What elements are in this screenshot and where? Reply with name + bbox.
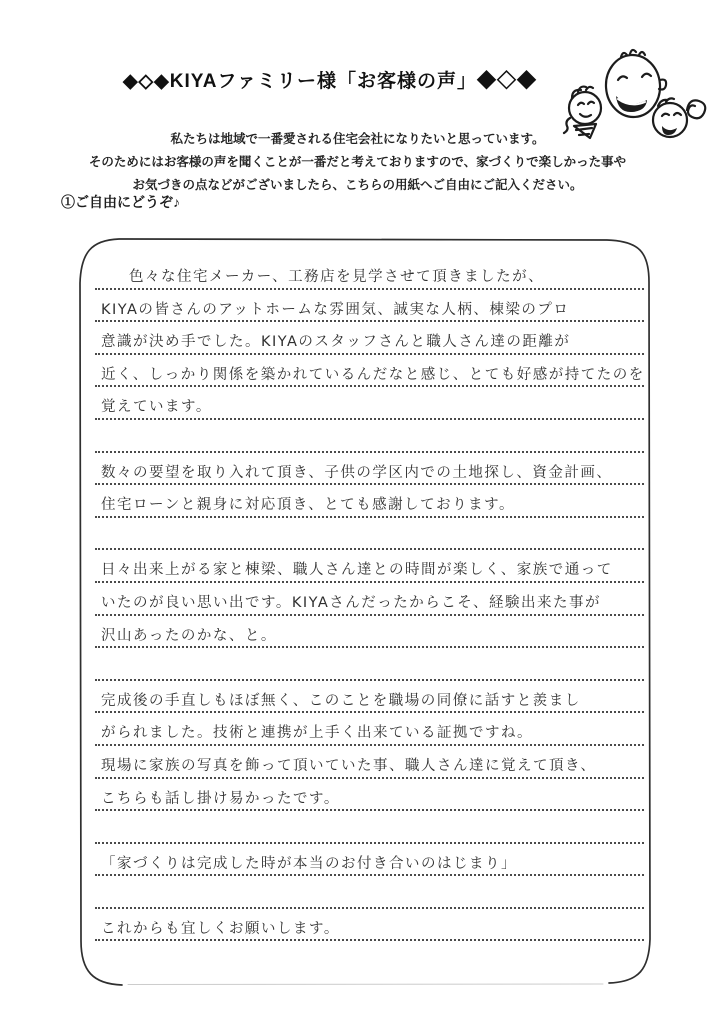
- ruled-line: [95, 648, 644, 681]
- ruled-line: [95, 453, 644, 486]
- ruled-line: [95, 876, 644, 909]
- handwritten-text: 意識が決め手でした。KIYAのスタッフさんと職人さん達の距離が: [101, 334, 571, 351]
- ruled-line: [95, 420, 644, 453]
- intro-text: [0, 128, 715, 197]
- free-entry-prompt: ①ご自由にどうぞ♪: [61, 194, 180, 210]
- ruled-line: [95, 550, 644, 583]
- handwritten-text: 住宅ローンと親身に対応頂き、とても感謝しております。: [101, 497, 515, 514]
- ruled-line: [95, 909, 644, 942]
- ruled-line: [95, 844, 644, 877]
- handwritten-text: 近く、しっかり関係を築かれているんだなと感じ、とても好感が持てたのを: [101, 366, 645, 383]
- ruled-line: [95, 681, 644, 714]
- handwritten-text: [95, 839, 101, 842]
- ruled-line: [95, 485, 644, 518]
- writing-area: [95, 257, 644, 941]
- handwritten-text: 現場に家族の写真を飾って頂いていた事、職人さん達に覚えて頂き、: [101, 758, 597, 774]
- handwritten-text: 日々出来上がる家と棟梁、職人さん達との時間が楽しく、家族で通って: [101, 562, 613, 579]
- ruled-line: [95, 257, 644, 290]
- handwritten-text: [95, 904, 101, 907]
- handwritten-text: 「家づくりは完成した時が本当のお付き合いのはじまり」: [101, 855, 517, 872]
- ruled-line: [95, 811, 644, 844]
- handwritten-text: [95, 545, 101, 548]
- ruled-line: [95, 322, 644, 355]
- handwritten-text: これからも宜しくお願いします。: [101, 920, 340, 937]
- handwritten-text: [95, 676, 101, 679]
- ruled-line: [95, 355, 644, 388]
- handwritten-text: 沢山あったのかな、と。: [101, 627, 277, 644]
- handwritten-text: 覚えています。: [101, 399, 212, 416]
- intro-line: お気づきの点などがございましたら、こちらの用紙へご自由にご記入ください。: [132, 178, 583, 192]
- intro-line: 私たちは地域で一番愛される住宅会社になりたいと思っています。: [170, 132, 545, 146]
- ruled-line: [95, 779, 644, 812]
- page-title: ◆◇◆KIYAファミリー様「お客様の声」◆◇◆: [122, 71, 538, 92]
- intro-line: そのためにはお客様の声を聞くことが一番だと考えておりますので、家づくりで楽しかった事や: [88, 155, 627, 169]
- handwritten-text: 数々の要望を取り入れて頂き、子供の学区内での土地探し、資金計画、: [101, 464, 613, 481]
- handwritten-text: いたのが良い思い出です。KIYAさんだったからこそ、経験出来た事が: [101, 595, 601, 612]
- handwritten-text: 完成後の手直しもほぼ無く、このことを職場の同僚に話すと羨まし: [101, 692, 581, 709]
- ruled-line: [95, 713, 644, 746]
- handwritten-text: こちらも話し掛け易かったです。: [101, 790, 340, 807]
- handwritten-text: [95, 448, 101, 451]
- ruled-line: [95, 616, 644, 649]
- ruled-line: [95, 290, 644, 323]
- ruled-line: [95, 583, 644, 616]
- comment-box: [78, 237, 652, 989]
- handwritten-text: KIYAの皆さんのアットホームな雰囲気、誠実な人柄、棟梁のプロ: [101, 301, 570, 318]
- handwritten-text: がられました。技術と連携が上手く出来ている証拠ですね。: [101, 725, 533, 742]
- ruled-line: [95, 387, 644, 420]
- handwritten-text: 色々な住宅メーカー、工務店を見学させて頂きましたが、: [129, 269, 545, 286]
- ruled-line: [95, 746, 644, 779]
- ruled-line: [95, 518, 644, 551]
